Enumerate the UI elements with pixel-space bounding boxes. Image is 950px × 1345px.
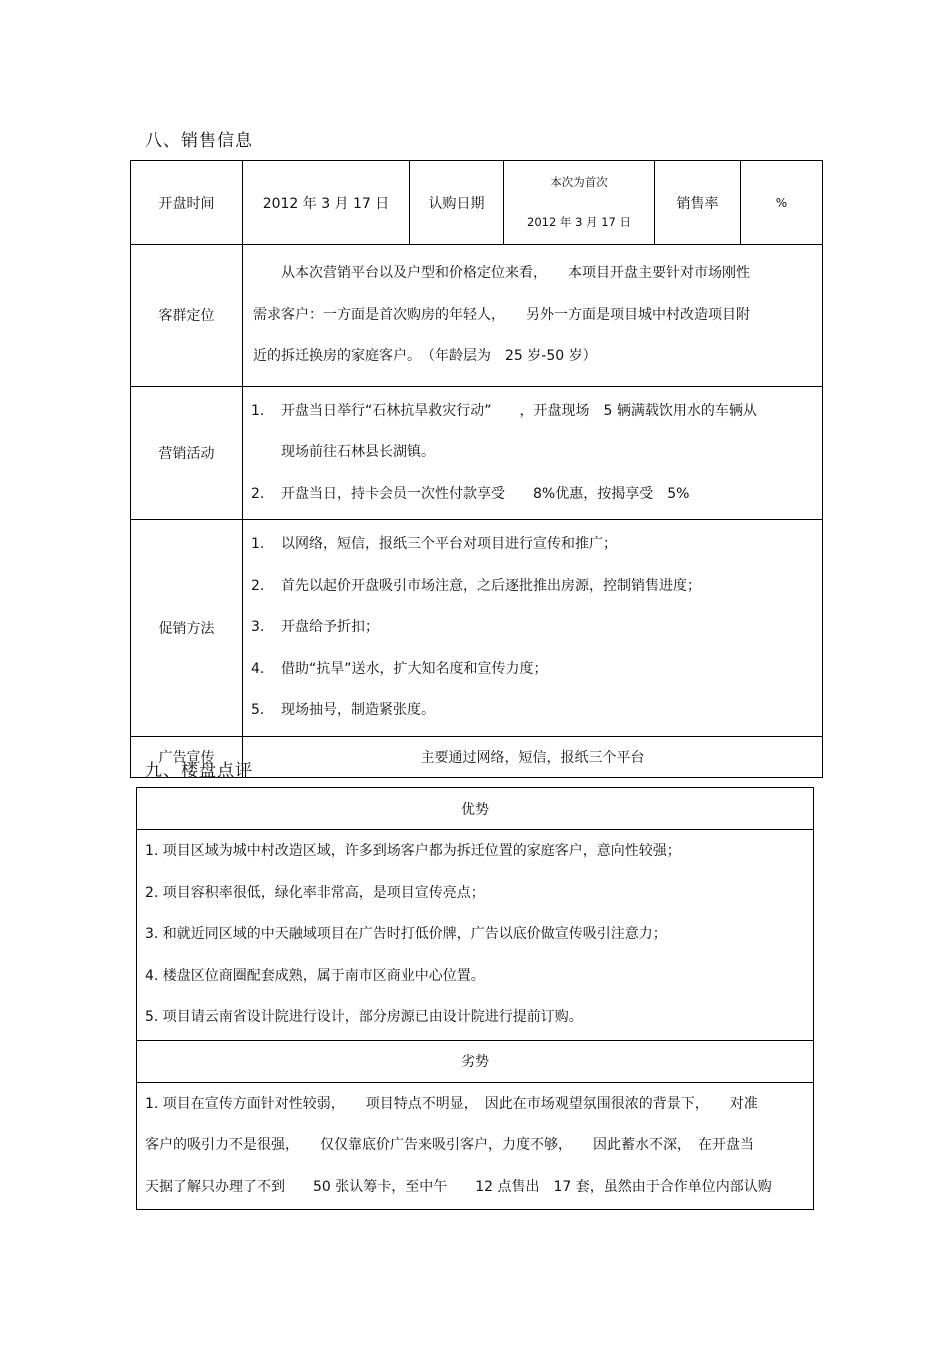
list-number: 2. — [251, 577, 265, 594]
list-text: 开盘当日举行“石林抗旱救灾行动” ，开盘现场 5 辆满载饮用水的车辆从 — [281, 402, 757, 419]
promotion-row — [131, 520, 823, 737]
list-text: 首先以起价开盘吸引市场注意，之后逐批推出房源，控制销售进度； — [281, 577, 701, 594]
customer-line: 近的拆迁换房的家庭客户。 （年龄层为 25 岁-50 岁） — [253, 348, 597, 364]
disadvantages-header: 劣势 — [137, 1040, 814, 1082]
subscribe-date-label: 认购日期 — [410, 161, 504, 245]
sales-info-table — [130, 160, 823, 778]
list-item — [251, 607, 812, 649]
list-number: 2. — [251, 485, 265, 502]
customer-label: 客群定位 — [131, 245, 243, 387]
list-item — [251, 524, 812, 566]
list-number: 4. — [251, 660, 265, 677]
list-item: 1. 项目区域为城中村改造区域，许多到场客户都为拆迁位置的家庭客户，意向性较强； — [145, 843, 681, 859]
list-item — [251, 690, 812, 732]
disadvantages-text — [137, 1082, 814, 1210]
marketing-row — [131, 386, 823, 520]
promotion-label: 促销方法 — [131, 520, 243, 737]
sales-rate-value: % — [741, 161, 823, 245]
list-item — [251, 474, 812, 516]
advantages-header-row — [137, 788, 814, 830]
promotion-methods — [243, 520, 823, 737]
open-time-label: 开盘时间 — [131, 161, 243, 245]
section8-heading: 八、销售信息 — [145, 131, 253, 151]
section9-heading: 九、楼盘点评 — [145, 761, 253, 781]
subscribe-note: 本次为首次 — [550, 174, 608, 189]
advantages-row — [137, 830, 814, 1041]
list-item: 5. 项目请云南省设计院进行设计，部分房源已由设计院进行提前订购。 — [145, 1009, 583, 1025]
list-text: 开盘当日，持卡会员一次性付款享受 8%优惠，按揭享受 5% — [281, 485, 690, 502]
open-time-value: 2012 年 3 月 17 日 — [243, 161, 410, 245]
customer-line: 从本次营销平台以及户型和价格定位来看， 本项目开盘主要针对市场刚性 — [281, 265, 750, 281]
list-text: 开盘给予折扣； — [281, 619, 379, 635]
sales-rate-label: 销售率 — [655, 161, 741, 245]
list-item: 4. 楼盘区位商圈配套成熟，属于南市区商业中心位置。 — [145, 967, 485, 984]
list-item: 3. 和就近同区域的中天融域项目在广告时打低价牌，广告以底价做宣传吸引注意力； — [145, 926, 667, 942]
paragraph-line: 客户的吸引力不是很强， 仅仅靠底价广告来吸引客户，力度不够， 因此蓄水不深， 在开盘当 — [145, 1137, 754, 1153]
list-item: 2. 项目容积率很低，绿化率非常高，是项目宣传亮点； — [145, 884, 485, 901]
list-number: 1. — [251, 402, 265, 419]
disadvantages-header-row — [137, 1040, 814, 1082]
paragraph-line: 1. 项目在宣传方面针对性较弱， 项目特点不明显， 因此在市场观望氛围很浓的背景下， 对准 — [145, 1095, 758, 1112]
advertising-label: 广告宣传 — [131, 736, 243, 777]
open-time-row — [131, 161, 823, 245]
list-item — [251, 391, 812, 433]
list-item — [251, 649, 812, 691]
list-text: 现场前往石林县长湖镇。 — [281, 444, 435, 460]
advertising-value: 主要通过网络，短信，报纸三个平台 — [243, 736, 823, 777]
paragraph-line: 天据了解只办理了不到 50 张认筹卡，至中午 12 点售出 17 套，虽然由于合作单位内部认购 — [145, 1178, 772, 1195]
list-number: 3. — [251, 619, 265, 635]
advantages-header: 优势 — [137, 788, 814, 830]
list-text: 现场抽号，制造紧张度。 — [281, 702, 435, 718]
customer-positioning — [243, 245, 823, 387]
advantages-list — [137, 830, 814, 1041]
list-item — [251, 432, 812, 474]
list-text: 以网络，短信，报纸三个平台对项目进行宣传和推广； — [281, 536, 617, 552]
marketing-activities — [243, 386, 823, 520]
list-item — [251, 566, 812, 608]
disadvantages-row — [137, 1082, 814, 1210]
subscribe-date-value — [504, 161, 655, 245]
marketing-label: 营销活动 — [131, 386, 243, 520]
list-text: 借助“抗旱”送水，扩大知名度和宣传力度； — [281, 660, 548, 677]
list-number: 5. — [251, 702, 265, 718]
customer-line: 需求客户：一方面是首次购房的年轻人， 另外一方面是项目城中村改造项目附 — [253, 306, 750, 323]
property-review-table — [136, 787, 814, 1210]
subscribe-date: 2012 年 3 月 17 日 — [527, 215, 631, 229]
customer-row — [131, 245, 823, 387]
list-number: 1. — [251, 536, 265, 552]
